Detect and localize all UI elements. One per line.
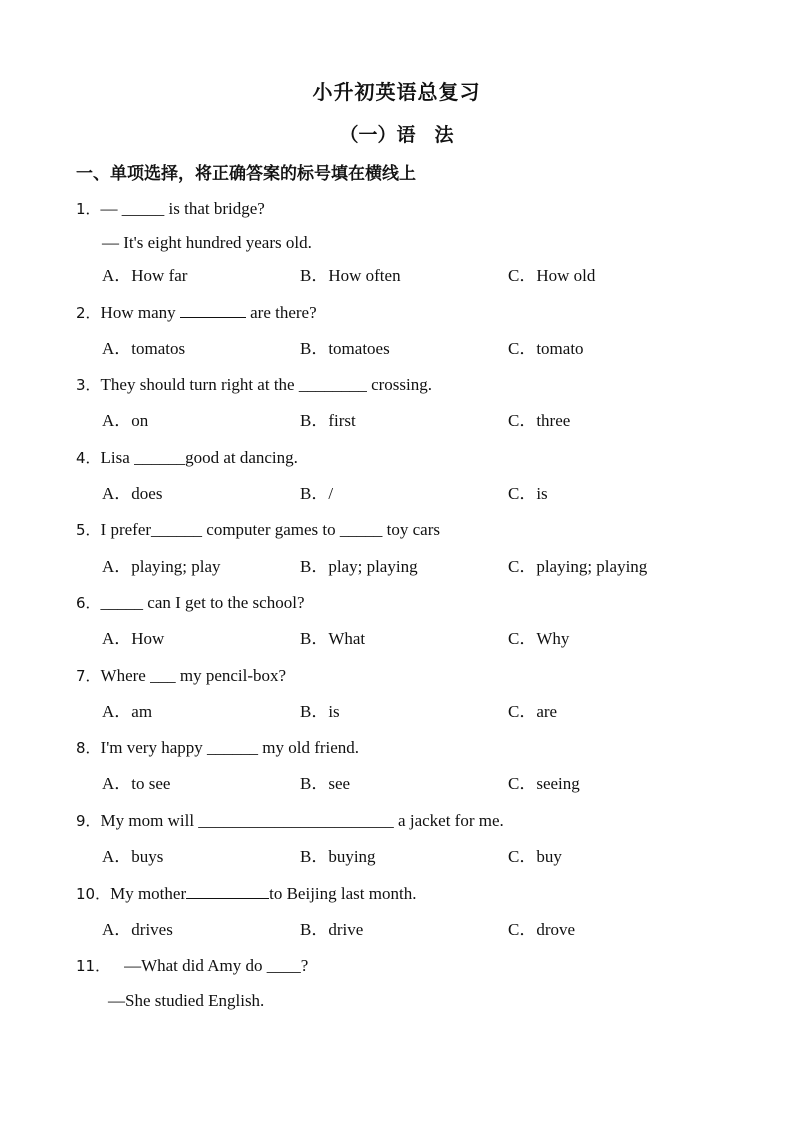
section-subtitle: （一）语 法 <box>339 124 454 146</box>
question-5-option-c: C．playing; playing <box>508 557 648 576</box>
question-text-after: to Beijing last month. <box>269 884 417 903</box>
question-number: 4． <box>76 449 101 467</box>
question-number: 5． <box>76 521 101 539</box>
question-9-option-b: B．buying <box>300 847 376 866</box>
question-6-option-a: A．How <box>102 629 165 648</box>
question-10-option-b: B．drive <box>300 920 364 939</box>
answer-blank <box>180 302 246 318</box>
question-4-option-a: A．does <box>102 484 163 503</box>
question-2-option-b: B．tomatoes <box>300 339 390 358</box>
question-5-option-b: B．play; playing <box>300 557 418 576</box>
question-6-option-b: B．What <box>300 629 366 648</box>
question-text: My mom will _______________________ a jacket for me. <box>100 811 504 830</box>
question-8-option-c: C．seeing <box>508 774 580 793</box>
question-8-option-b: B．see <box>300 774 351 793</box>
question-number: 6． <box>76 594 101 612</box>
question-7-option-a: A．am <box>102 702 153 721</box>
question-number: 9． <box>76 812 101 830</box>
question-2-option-c: C．tomato <box>508 339 584 358</box>
question-text: Lisa ______good at dancing. <box>100 448 298 467</box>
question-5-option-a: A．playing; play <box>102 557 221 576</box>
question-number: 2． <box>76 304 101 322</box>
question-4-option-b: B．/ <box>300 484 334 503</box>
question-9 <box>76 811 504 831</box>
question-text: —What did Amy do ____? <box>124 956 309 975</box>
question-3-option-c: C．three <box>508 411 571 430</box>
question-3 <box>76 375 432 395</box>
question-11 <box>76 956 308 976</box>
question-number: 11． <box>76 957 111 975</box>
question-number: 7． <box>76 667 101 685</box>
question-number: 8． <box>76 739 101 757</box>
question-1-continuation: — It's eight hundred years old. <box>102 233 312 252</box>
question-7-option-b: B．is <box>300 702 340 721</box>
question-6-option-c: C．Why <box>508 629 570 648</box>
question-10-option-c: C．drove <box>508 920 576 939</box>
question-text: _____ can I get to the school? <box>100 593 305 612</box>
question-text: I prefer______ computer games to _____ toy cars <box>100 520 440 539</box>
question-text-before: How many <box>100 303 180 322</box>
question-text: — _____ is that bridge? <box>100 199 265 218</box>
question-5 <box>76 520 440 540</box>
question-9-option-a: A．buys <box>102 847 164 866</box>
question-8 <box>76 738 359 758</box>
question-10-option-a: A．drives <box>102 920 173 939</box>
question-9-option-c: C．buy <box>508 847 562 866</box>
page-title: 小升初英语总复习 <box>312 80 481 104</box>
question-11-continuation: —She studied English. <box>108 991 265 1010</box>
question-8-option-a: A．to see <box>102 774 171 793</box>
question-1 <box>76 199 265 219</box>
answer-blank <box>186 883 269 899</box>
question-text-after: are there? <box>245 303 317 322</box>
question-number: 3． <box>76 376 101 394</box>
question-7 <box>76 666 286 686</box>
section-heading: 一、单项选择，将正确答案的标号填在横线上 <box>76 164 416 184</box>
question-2 <box>76 302 317 323</box>
question-1-option-a: A．How far <box>102 266 188 285</box>
question-number: 10． <box>76 885 111 903</box>
question-text-before: My mother <box>110 884 187 903</box>
question-3-option-b: B．first <box>300 411 356 430</box>
question-2-option-a: A．tomatos <box>102 339 186 358</box>
question-7-option-c: C．are <box>508 702 558 721</box>
question-text: I'm very happy ______ my old friend. <box>100 738 360 757</box>
question-text: Where ___ my pencil-box? <box>100 666 287 685</box>
question-10 <box>76 883 416 904</box>
question-4 <box>76 448 298 468</box>
question-4-option-c: C．is <box>508 484 548 503</box>
question-3-option-a: A．on <box>102 411 149 430</box>
question-text: They should turn right at the ________ crossing. <box>100 375 433 394</box>
question-6 <box>76 593 305 613</box>
question-1-option-b: B．How often <box>300 266 401 285</box>
question-number: 1． <box>76 200 101 218</box>
question-1-option-c: C．How old <box>508 266 596 285</box>
